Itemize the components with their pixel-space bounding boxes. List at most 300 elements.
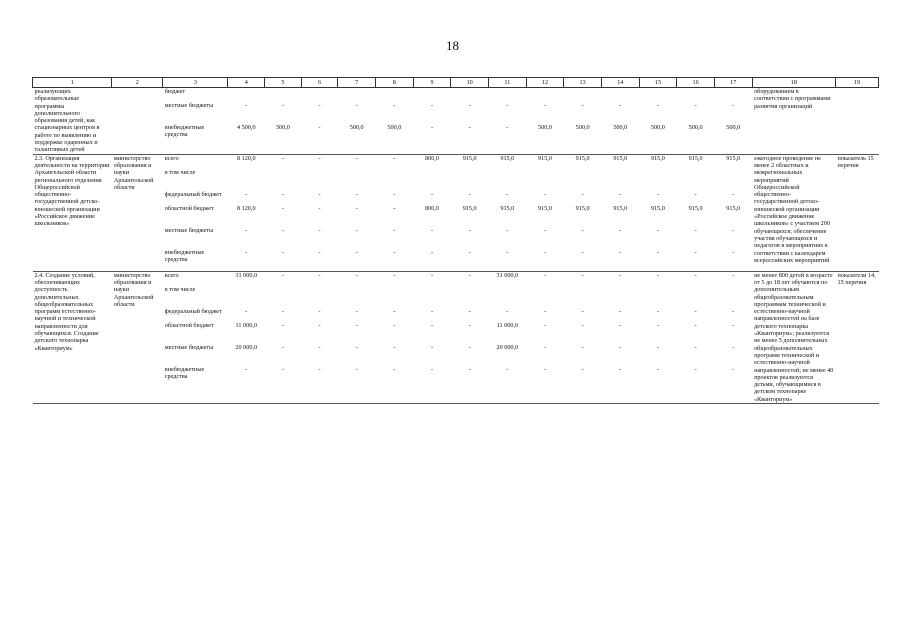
amount-column bbox=[564, 88, 602, 155]
amount-value bbox=[641, 88, 675, 102]
amount-value: - bbox=[732, 102, 735, 109]
amount-value: - bbox=[732, 343, 735, 351]
amount-column bbox=[488, 88, 526, 155]
amount-value: - bbox=[656, 343, 659, 351]
column-header: 5 bbox=[265, 78, 302, 88]
column-header: 19 bbox=[836, 78, 879, 88]
table-row bbox=[33, 88, 879, 155]
amount-value: - bbox=[318, 307, 321, 315]
amount-value: - bbox=[245, 102, 248, 109]
amount-value: - bbox=[581, 365, 584, 373]
amount-value: - bbox=[281, 307, 284, 315]
amount-value: - bbox=[732, 321, 735, 329]
amount-value bbox=[415, 286, 449, 308]
amount-column bbox=[301, 154, 338, 271]
amount-value: - bbox=[245, 365, 248, 373]
amount-value: 500,0 bbox=[575, 124, 590, 131]
responsible-executor bbox=[112, 88, 163, 155]
amount-value: - bbox=[694, 321, 697, 329]
amount-value: 500,0 bbox=[650, 124, 665, 131]
amount-value: - bbox=[506, 307, 509, 315]
amount-value bbox=[603, 88, 637, 102]
amount-value: - bbox=[468, 102, 471, 109]
amount-value: - bbox=[468, 365, 471, 373]
amount-value: - bbox=[318, 271, 321, 279]
amount-value: 915,0 bbox=[575, 154, 590, 162]
amount-column bbox=[413, 154, 451, 271]
amount-column bbox=[451, 271, 489, 403]
amount-value: - bbox=[468, 248, 471, 256]
column-header: 7 bbox=[338, 78, 376, 88]
column-header: 3 bbox=[163, 78, 228, 88]
amount-column bbox=[228, 154, 265, 271]
amount-value bbox=[490, 169, 524, 191]
amount-value: - bbox=[543, 321, 546, 329]
amount-value: 500,0 bbox=[726, 124, 741, 131]
amount-value: - bbox=[619, 271, 622, 279]
funding-source: местные бюджеты bbox=[164, 102, 214, 109]
amount-value: - bbox=[281, 365, 284, 373]
amount-value: - bbox=[694, 307, 697, 315]
amount-value bbox=[566, 88, 600, 102]
amount-value: 915,0 bbox=[538, 204, 552, 212]
amount-value: - bbox=[281, 248, 284, 256]
amount-value: - bbox=[318, 190, 321, 198]
amount-value bbox=[716, 169, 750, 191]
amount-value: 800,0 bbox=[425, 154, 439, 162]
amount-value: - bbox=[318, 321, 321, 329]
amount-value bbox=[641, 169, 675, 191]
amount-value: 915,0 bbox=[726, 204, 741, 212]
amount-value: - bbox=[430, 102, 434, 109]
amount-column bbox=[338, 88, 376, 155]
amount-value: - bbox=[656, 190, 659, 198]
amount-value: - bbox=[543, 226, 546, 234]
amount-value: - bbox=[393, 321, 396, 329]
amount-value: - bbox=[732, 307, 735, 315]
table-row bbox=[33, 271, 879, 403]
column-header: 17 bbox=[714, 78, 752, 88]
amount-column bbox=[564, 271, 602, 403]
amount-value: - bbox=[430, 271, 434, 279]
funding-source: бюджет bbox=[164, 88, 186, 95]
amount-value: - bbox=[355, 365, 358, 373]
amount-value: - bbox=[656, 321, 659, 329]
amount-value bbox=[453, 286, 487, 308]
activity-name: 2.4. Создание условий, обеспечивающих доступность дополнительных общеобразовательных программ естественно-научной и технической направленности для обучающихся. Создание детского технопарка «Кванториум» bbox=[33, 271, 112, 403]
amount-column bbox=[228, 271, 265, 403]
funding-source: местные бюджеты bbox=[164, 343, 214, 351]
amount-column bbox=[413, 88, 451, 155]
amount-value: 500,0 bbox=[688, 124, 703, 131]
amount-value: - bbox=[694, 343, 697, 351]
amount-value: - bbox=[619, 226, 622, 234]
amount-value bbox=[267, 286, 300, 308]
amount-column bbox=[338, 271, 376, 403]
amount-value: 915,0 bbox=[688, 154, 703, 162]
amount-value bbox=[566, 169, 600, 191]
amount-value: - bbox=[694, 271, 697, 279]
amount-value: - bbox=[281, 204, 284, 212]
expected-result: не менее 800 детей в возрасте от 5 до 18 лет обучаются по дополнительным общеобразовательным программам технической и естественно-научной направленностей на базе детского технопарка «Кванториум»; реализуются не менее 5 дополнительных общеобразовательных программ технической и естественно-научной направленностей; не менее 40 проектов реализуются детьми, обучающимися в детском технопарке «Кванториум» bbox=[752, 271, 835, 403]
amount-value: 915,0 bbox=[613, 154, 628, 162]
amount-column bbox=[714, 271, 752, 403]
expected-result: ежегодное проведение не менее 2 областных и межрегиональных мероприятий Общероссийской общественно-государственной детско-юношеской организации «Российское движение школьников» с участием 200 обучающихся; обеспечение участия обучающихся и педагогов в мероприятиях в соответствии с календарем всероссийских мероприятий bbox=[752, 154, 835, 271]
amount-value: - bbox=[619, 365, 622, 373]
amount-value: - bbox=[430, 321, 434, 329]
activity-name: реализующих образовательные программы дополнительного образования детей, как стационарных центров в работе по выявлению и поддержке одаренных и талантливых детей bbox=[33, 88, 112, 155]
amount-value: - bbox=[355, 307, 358, 315]
amount-value: - bbox=[393, 154, 396, 162]
amount-value: - bbox=[581, 271, 584, 279]
column-header: 1 bbox=[33, 78, 112, 88]
amount-column bbox=[301, 271, 338, 403]
amount-value: 915,0 bbox=[462, 204, 477, 212]
amount-value bbox=[490, 88, 524, 102]
amount-value: - bbox=[656, 307, 659, 315]
expected-result: оборудованием в соответствии с программами развития организаций bbox=[752, 88, 835, 155]
amount-value: - bbox=[318, 124, 321, 131]
amount-value: - bbox=[506, 190, 509, 198]
amount-value bbox=[490, 286, 524, 308]
amount-value: - bbox=[355, 226, 358, 234]
amount-value bbox=[303, 286, 336, 308]
amount-column bbox=[714, 88, 752, 155]
amount-value: - bbox=[468, 124, 471, 131]
funding-source: внебюджетные средства bbox=[164, 248, 205, 263]
amount-value: 31 000,0 bbox=[235, 271, 258, 279]
amount-value: - bbox=[318, 154, 321, 162]
amount-column bbox=[376, 88, 414, 155]
amount-value: - bbox=[430, 365, 434, 373]
amount-column bbox=[488, 271, 526, 403]
amount-value: - bbox=[732, 365, 735, 373]
amount-column bbox=[677, 88, 715, 155]
amount-value bbox=[716, 88, 750, 102]
amount-value: - bbox=[581, 307, 584, 315]
amount-value: - bbox=[543, 307, 546, 315]
amount-value: - bbox=[732, 226, 735, 234]
funding-source: внебюджетные средства bbox=[164, 365, 205, 380]
column-header: 14 bbox=[601, 78, 639, 88]
amount-value: - bbox=[581, 226, 584, 234]
amount-value bbox=[340, 88, 374, 102]
amount-value: - bbox=[656, 365, 659, 373]
amount-value bbox=[415, 88, 449, 102]
amount-value: - bbox=[732, 271, 735, 279]
amount-value: - bbox=[355, 154, 358, 162]
amount-value: - bbox=[430, 343, 434, 351]
amount-value: - bbox=[430, 124, 434, 131]
amount-value: - bbox=[245, 190, 248, 198]
amount-value: - bbox=[619, 102, 622, 109]
amount-value: - bbox=[393, 271, 396, 279]
column-header: 18 bbox=[752, 78, 835, 88]
amount-value: 915,0 bbox=[575, 204, 590, 212]
header-row bbox=[33, 78, 879, 88]
indicator-reference: показатель 15 перечня bbox=[836, 154, 879, 271]
responsible-executor: министерство образования и науки Архангельской области bbox=[112, 154, 163, 271]
amount-value: - bbox=[393, 226, 396, 234]
amount-value: 915,0 bbox=[613, 204, 628, 212]
amount-value bbox=[603, 286, 637, 308]
amount-value bbox=[378, 286, 412, 308]
funding-source: областной бюджет bbox=[164, 321, 214, 329]
column-header: 16 bbox=[677, 78, 715, 88]
amount-value: 800,0 bbox=[425, 204, 439, 212]
amount-value: - bbox=[581, 102, 584, 109]
column-header: 13 bbox=[564, 78, 602, 88]
amount-value: - bbox=[430, 190, 434, 198]
amount-value bbox=[716, 286, 750, 308]
amount-value: - bbox=[468, 190, 471, 198]
amount-value bbox=[603, 169, 637, 191]
amount-value: - bbox=[543, 343, 546, 351]
amount-value: - bbox=[355, 248, 358, 256]
amount-column bbox=[526, 88, 564, 155]
funding-source: федеральный бюджет bbox=[164, 190, 222, 198]
amount-value: - bbox=[506, 226, 509, 234]
amount-value bbox=[230, 169, 263, 191]
amount-column bbox=[228, 88, 265, 155]
amount-value: - bbox=[393, 365, 396, 373]
amount-value: - bbox=[318, 102, 321, 109]
amount-value: 915,0 bbox=[538, 154, 552, 162]
column-header: 6 bbox=[301, 78, 338, 88]
funding-source: в том числе bbox=[164, 285, 196, 293]
amount-value: - bbox=[355, 204, 358, 212]
amount-value: - bbox=[318, 248, 321, 256]
amount-column bbox=[451, 88, 489, 155]
amount-value: - bbox=[393, 102, 396, 109]
amount-value bbox=[378, 169, 412, 191]
amount-value: 11 000,0 bbox=[496, 321, 519, 329]
amount-value bbox=[340, 286, 374, 308]
amount-value: - bbox=[581, 321, 584, 329]
funding-source: местные бюджеты bbox=[164, 226, 214, 234]
amount-value: - bbox=[694, 226, 697, 234]
amount-value: - bbox=[506, 365, 509, 373]
column-header: 8 bbox=[376, 78, 414, 88]
amount-value: 915,0 bbox=[650, 154, 665, 162]
amount-column bbox=[526, 271, 564, 403]
amount-value: 915,0 bbox=[650, 204, 665, 212]
amount-value: 20 000,0 bbox=[496, 343, 519, 351]
amount-value: - bbox=[656, 248, 659, 256]
amount-value: - bbox=[694, 102, 697, 109]
amount-value: - bbox=[543, 102, 546, 109]
amount-value: - bbox=[619, 343, 622, 351]
column-header: 12 bbox=[526, 78, 564, 88]
amount-value bbox=[679, 169, 713, 191]
amount-value: 20 000,0 bbox=[235, 343, 258, 351]
amount-column bbox=[526, 154, 564, 271]
amount-value bbox=[303, 88, 336, 102]
amount-value: - bbox=[506, 124, 509, 131]
amount-value bbox=[267, 88, 300, 102]
amount-value bbox=[528, 169, 562, 191]
funding-sources bbox=[163, 154, 228, 271]
amount-column bbox=[639, 271, 677, 403]
amount-value: - bbox=[318, 226, 321, 234]
amount-column bbox=[564, 154, 602, 271]
column-header: 15 bbox=[639, 78, 677, 88]
amount-value: - bbox=[468, 307, 471, 315]
amount-value: 4 500,0 bbox=[236, 124, 256, 131]
amount-value bbox=[679, 88, 713, 102]
amount-value: - bbox=[543, 190, 546, 198]
amount-value: 500,0 bbox=[349, 124, 364, 131]
funding-source: всего bbox=[164, 154, 179, 162]
column-header: 2 bbox=[112, 78, 163, 88]
amount-column bbox=[639, 154, 677, 271]
amount-value: - bbox=[245, 307, 248, 315]
amount-value: 500,0 bbox=[387, 124, 402, 131]
amount-value: - bbox=[318, 204, 321, 212]
amount-value: - bbox=[619, 307, 622, 315]
funding-source: в том числе bbox=[164, 168, 196, 176]
amount-value: - bbox=[355, 190, 358, 198]
amount-value: - bbox=[393, 190, 396, 198]
amount-value bbox=[303, 169, 336, 191]
amount-value: - bbox=[355, 102, 358, 109]
amount-value: 915,0 bbox=[462, 154, 477, 162]
amount-column bbox=[677, 154, 715, 271]
funding-source: внебюджетные средства bbox=[164, 124, 205, 139]
amount-column bbox=[376, 271, 414, 403]
amount-column bbox=[265, 271, 302, 403]
amount-value: 8 120,0 bbox=[236, 154, 256, 162]
table-row bbox=[33, 154, 879, 271]
amount-value: - bbox=[506, 102, 509, 109]
amount-value: - bbox=[656, 102, 659, 109]
amount-value: - bbox=[694, 248, 697, 256]
amount-value: - bbox=[430, 226, 434, 234]
amount-value: 11 000,0 bbox=[235, 321, 257, 329]
responsible-executor: министерство образования и науки Архангельской области bbox=[112, 271, 163, 403]
funding-source: федеральный бюджет bbox=[164, 307, 222, 315]
column-header: 4 bbox=[228, 78, 265, 88]
amount-value: - bbox=[619, 321, 622, 329]
amount-value bbox=[641, 286, 675, 308]
amount-value: 915,0 bbox=[500, 204, 515, 212]
amount-value bbox=[566, 286, 600, 308]
amount-column bbox=[338, 154, 376, 271]
amount-value: - bbox=[468, 226, 471, 234]
amount-value: - bbox=[581, 343, 584, 351]
funding-sources bbox=[163, 88, 228, 155]
amount-value: - bbox=[506, 248, 509, 256]
amount-value: - bbox=[393, 248, 396, 256]
amount-value bbox=[679, 286, 713, 308]
amount-value: - bbox=[281, 271, 284, 279]
amount-column bbox=[376, 154, 414, 271]
amount-value: - bbox=[281, 343, 284, 351]
amount-value: 8 120,0 bbox=[236, 204, 256, 212]
amount-value: - bbox=[281, 226, 284, 234]
amount-value: - bbox=[281, 190, 284, 198]
funding-source: всего bbox=[164, 271, 179, 279]
amount-column bbox=[714, 154, 752, 271]
amount-value: 31 000,0 bbox=[496, 271, 519, 279]
amount-value: - bbox=[694, 190, 697, 198]
program-table bbox=[32, 77, 879, 404]
amount-value: - bbox=[430, 307, 434, 315]
amount-value: - bbox=[581, 248, 584, 256]
amount-value: - bbox=[732, 248, 735, 256]
amount-value: - bbox=[656, 226, 659, 234]
amount-value bbox=[267, 169, 300, 191]
amount-column bbox=[601, 154, 639, 271]
indicator-reference bbox=[836, 88, 879, 155]
amount-value: 915,0 bbox=[726, 154, 741, 162]
amount-value: - bbox=[543, 365, 546, 373]
amount-value: - bbox=[281, 102, 284, 109]
amount-column bbox=[677, 271, 715, 403]
amount-value: 500,0 bbox=[538, 124, 552, 131]
amount-value: - bbox=[245, 226, 248, 234]
activity-name: 2.3. Организация деятельности на территории Архангельской области регионального отделения Общероссийской общественно-государственной детско-юношеской организации «Российское движение школьников» bbox=[33, 154, 112, 271]
amount-column bbox=[413, 271, 451, 403]
amount-value bbox=[378, 88, 412, 102]
amount-value: - bbox=[581, 190, 584, 198]
amount-value bbox=[415, 169, 449, 191]
amount-value: - bbox=[656, 271, 659, 279]
amount-column bbox=[265, 88, 302, 155]
amount-value bbox=[528, 88, 562, 102]
amount-column bbox=[451, 154, 489, 271]
amount-value: 915,0 bbox=[500, 154, 515, 162]
column-header: 9 bbox=[413, 78, 451, 88]
amount-value bbox=[528, 286, 562, 308]
amount-value: - bbox=[393, 343, 396, 351]
amount-value: - bbox=[393, 204, 396, 212]
column-header: 10 bbox=[451, 78, 489, 88]
amount-column bbox=[601, 88, 639, 155]
indicator-reference: показатели 14, 15 перечня bbox=[836, 271, 879, 403]
amount-value bbox=[340, 169, 374, 191]
amount-value: - bbox=[468, 343, 471, 351]
amount-value: - bbox=[355, 321, 358, 329]
amount-value: 915,0 bbox=[688, 204, 703, 212]
funding-sources bbox=[163, 271, 228, 403]
amount-value: - bbox=[543, 248, 546, 256]
amount-value bbox=[230, 286, 263, 308]
amount-value: - bbox=[355, 271, 358, 279]
amount-value: - bbox=[281, 321, 284, 329]
amount-value: 500,0 bbox=[613, 124, 628, 131]
amount-value: - bbox=[355, 343, 358, 351]
amount-column bbox=[301, 88, 338, 155]
amount-value: - bbox=[430, 248, 434, 256]
page-number: 18 bbox=[446, 38, 459, 53]
amount-value: - bbox=[245, 248, 248, 256]
amount-value bbox=[453, 169, 487, 191]
amount-value: - bbox=[318, 365, 321, 373]
amount-column bbox=[601, 271, 639, 403]
amount-value: - bbox=[468, 321, 471, 329]
column-header: 11 bbox=[488, 78, 526, 88]
amount-value: - bbox=[281, 154, 284, 162]
amount-column bbox=[488, 154, 526, 271]
amount-column bbox=[639, 88, 677, 155]
amount-value: - bbox=[694, 365, 697, 373]
funding-source: областной бюджет bbox=[164, 204, 214, 212]
amount-value: - bbox=[619, 190, 622, 198]
amount-value: - bbox=[468, 271, 471, 279]
amount-value: - bbox=[543, 271, 546, 279]
amount-value: 500,0 bbox=[275, 124, 290, 131]
